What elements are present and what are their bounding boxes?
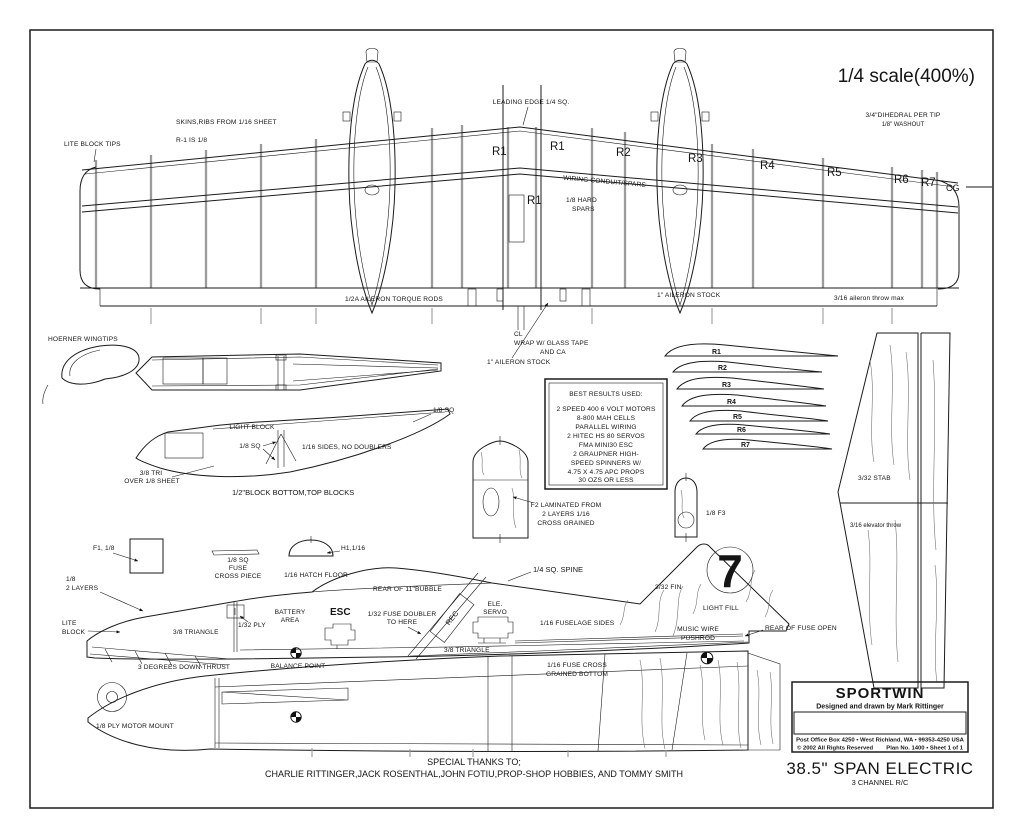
lite-block-tips-note: LITE BLOCK TIPS (64, 141, 121, 148)
triangle-rear-note: 3/8 TRIANGLE (444, 647, 490, 654)
light-block-note: LIGHT BLOCK (229, 424, 275, 431)
special-thanks (265, 757, 683, 779)
balance-point-symbol-rear (701, 652, 713, 664)
battery-note-2: AREA (280, 617, 300, 624)
rib-label-r7: R7 (921, 177, 936, 189)
aileron-stock-note-center: 1" AILERON STOCK (487, 359, 551, 366)
best-results-title: BEST RESULTS USED: (569, 391, 643, 398)
stab-plan (838, 333, 950, 688)
f3-note: 1/8 F3 (706, 510, 726, 517)
channels-note: 3 CHANNEL R/C (851, 778, 909, 787)
fuselage-top-view (136, 354, 441, 390)
thanks-line-2: CHARLIE RITTINGER,JACK ROSENTHAL,JOHN FOTIU,PROP-SHOP HOBBIES, AND TOMMY SMITH (265, 769, 683, 779)
fuselage-sides-note: 1/16 FUSELAGE SIDES (540, 620, 615, 627)
best-results-box (545, 379, 667, 489)
former-f3 (675, 473, 726, 542)
balance-point-symbol (291, 648, 301, 658)
balance-note: BALANCE POINT (270, 663, 326, 670)
f1-note: F1, 1/8 (93, 545, 115, 552)
f2-note-3: CROSS GRAINED (537, 520, 595, 527)
r1-note: R-1 IS 1/8 (176, 137, 208, 144)
stack-label-r2: R2 (718, 365, 727, 372)
cl-label: CL (514, 331, 523, 338)
stack-label-r4: R4 (727, 399, 736, 406)
wing-tip-right (937, 180, 959, 289)
wing-rib-lines (96, 125, 937, 288)
best-results-line: SPEED SPINNERS W/ (570, 460, 642, 467)
stack-label-r5: R5 (733, 414, 742, 421)
f2-note-2: 2 LAYERS 1/16 (542, 511, 590, 518)
tri-note-1: 3/8 TRI (139, 470, 163, 477)
rib-label-r1b: R1 (550, 141, 565, 153)
best-results-line: 8-800 MAH CELLS (576, 415, 636, 422)
fuse-cross-piece (212, 550, 262, 580)
rib-label-r5: R5 (827, 167, 842, 179)
span-note: 38.5" SPAN ELECTRIC (786, 759, 974, 778)
light-fill-note: LIGHT FILL (703, 605, 739, 612)
rib-label-r2: R2 (616, 147, 631, 159)
sides-note: 1/16 SIDES, NO DOUBLERS (302, 444, 392, 451)
aileron-stock-note-right: 1" AILERON STOCK (657, 292, 721, 299)
servo-note-2: SERVO (483, 609, 507, 616)
cg-label: CG (946, 183, 960, 193)
hatch-floor-note: 1/16 HATCH FLOOR (284, 572, 348, 579)
elevator-throw-note: 3/16 elevator throw (850, 523, 902, 529)
stab-material-note: 3/32 STAB (858, 475, 891, 482)
rec-label: REC (443, 608, 461, 628)
pushrod-note-2: PUSHROD (680, 635, 716, 642)
h1-note: H1,1/16 (341, 545, 366, 552)
cross-piece-note-1: 1/8 SQ (227, 557, 249, 564)
best-results-line: 2 HITEC HS 80 SERVOS (567, 433, 645, 440)
wiring-note: WIRING CONDUIT/SPARS (562, 174, 647, 190)
stack-label-r3: R3 (722, 382, 731, 389)
motor-mount-note: 1/8 PLY MOTOR MOUNT (96, 723, 174, 730)
blocks-note: 1/2"BLOCK BOTTOM,TOP BLOCKS (232, 488, 355, 497)
thanks-line-1: SPECIAL THANKS TO; (427, 757, 521, 767)
publisher-name: Kiona Publishing, Inc. (807, 715, 953, 731)
wrap-note-1: WRAP W/ GLASS TAPE (514, 340, 589, 347)
leading-edge-note: LEADING EDGE 1/4 SQ. (492, 99, 570, 106)
rib-label-r6: R6 (894, 174, 909, 186)
plan-byline: Designed and drawn by Mark Rittinger (816, 703, 944, 711)
fin-race-number: 7 (717, 545, 743, 597)
scale-note: 1/4 scale(400%) (837, 66, 975, 87)
sq-right-note: 1/8 SQ (433, 407, 455, 414)
tri-note-2: OVER 1/8 SHEET (124, 478, 180, 485)
title-block (786, 682, 973, 787)
stack-label-r1: R1 (712, 349, 721, 356)
wrap-note-2: AND CA (540, 349, 566, 356)
rib-label-r4: R4 (760, 160, 775, 172)
doubler-note-1: 1/32 FUSE DOUBLER (367, 611, 437, 618)
spine-note: 1/4 SQ. SPINE (533, 565, 584, 574)
dihedral-note: 3/4"DIHEDRAL PER TIP (865, 112, 941, 119)
washout-note: 1/8" WASHOUT (881, 122, 925, 128)
hard-spars-note-2: SPARS (572, 206, 595, 213)
te-ticks (151, 308, 892, 324)
torque-rods-note: 1/2A AILERON TORQUE RODS (345, 296, 443, 303)
plan-title: SPORTWIN (835, 685, 925, 702)
balance-point-symbol-bottom (291, 712, 301, 722)
best-results-line: 30 OZS OR LESS (578, 477, 634, 484)
battery-note-1: BATTERY (274, 609, 306, 616)
lite-note-1: LITE (62, 620, 77, 627)
fuse-open-note: REAR OF FUSE OPEN (765, 625, 837, 632)
former-f1 (93, 539, 163, 573)
rib-stack (665, 344, 838, 449)
best-results-line: 2 SPEED 400 6 VOLT MOTORS (556, 406, 656, 413)
aileron-throw-note: 3/16 aileron throw max (834, 295, 905, 302)
center-rib-label: R1 (527, 195, 542, 207)
best-results-line: FMA MINI30 ESC (578, 442, 634, 449)
wing-spar-line-2 (82, 174, 958, 213)
best-results-line: 4.75 X 4.75 APC PROPS (567, 469, 645, 476)
sq-mid-note: 1/8 SQ (239, 443, 261, 450)
stack-label-r7: R7 (741, 442, 750, 449)
best-results-line: PARALLEL WIRING (575, 424, 637, 431)
cross-bottom-note-2: GRAINED BOTTOM (545, 671, 609, 678)
layers-note-2: 2 LAYERS (66, 585, 99, 592)
plan-number: Plan No. 1400 • Sheet 1 of 1 (886, 745, 963, 752)
copyright-note: © 2002 All Rights Reserved (797, 745, 874, 752)
lite-note-2: BLOCK (62, 629, 86, 636)
stack-label-r6: R6 (737, 427, 746, 434)
bubble-note: REAR OF 11"BUBBLE (373, 586, 442, 593)
torque-rod-fittings (468, 289, 590, 330)
wing-plan-view (64, 48, 992, 366)
down-thrust-note: 3 DEGREES DOWN THRUST (138, 664, 231, 671)
doubler-note-2: TO HERE (386, 619, 418, 626)
fin-note: 3/32 FIN (655, 584, 682, 591)
layers-note-1: 1/8 (66, 576, 76, 583)
fuselage-block-view (124, 407, 454, 497)
ply-note: 1/32 PLY (238, 622, 266, 629)
cross-piece-note-3: CROSS PIECE (214, 573, 262, 580)
f2-note-1: F2 LAMINATED FROM (530, 502, 602, 509)
rib-label-r1a: R1 (492, 146, 507, 158)
skins-note: SKINS,RIBS FROM 1/16 SHEET (176, 119, 277, 126)
pushrod-note-1: MUSIC WIRE (677, 626, 719, 633)
servo-note-1: ELE. (487, 601, 503, 608)
cross-bottom-note-1: 1/16 FUSE CROSS (547, 662, 607, 669)
hard-spars-note-1: 1/8 HARD (566, 197, 597, 204)
triangle-front-note: 3/8 TRIANGLE (173, 629, 219, 636)
publisher-address: Post Office Box 4250 • West Richland, WA • 99353-4250 USA (796, 737, 964, 744)
cross-piece-note-2: FUSE (228, 565, 248, 572)
hoerner-wingtip (43, 336, 139, 404)
rib-label-r3: R3 (688, 153, 703, 165)
best-results-line: 2 GRAUPNER HIGH- (573, 451, 639, 458)
wing-leading-edge-inner (85, 131, 955, 190)
esc-note: ESC (330, 607, 351, 618)
hoerner-note: HOERNER WINGTIPS (48, 336, 118, 343)
